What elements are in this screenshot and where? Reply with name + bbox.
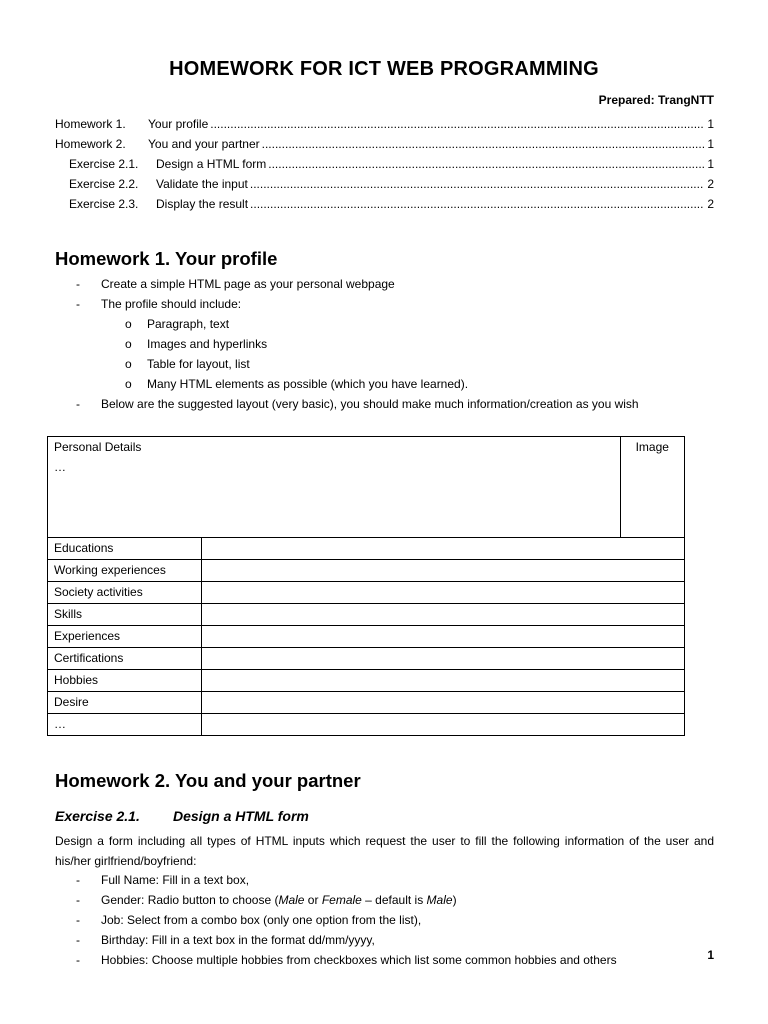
- toc-page: 2: [707, 197, 714, 211]
- dash-marker: -: [76, 277, 80, 291]
- list-item-text: – default is: [361, 893, 427, 907]
- option-text: Male: [426, 893, 453, 907]
- bullet-marker: o: [125, 317, 132, 331]
- list-item: [76, 930, 617, 950]
- option-text: Male: [278, 893, 305, 907]
- row-value: [202, 692, 685, 714]
- dash-marker: -: [76, 913, 80, 927]
- list-item-text: Below are the suggested layout (very basic), you should make much information/creation as you wish: [101, 397, 639, 411]
- table-row: [48, 714, 685, 736]
- row-value: [202, 560, 685, 582]
- row-value: [202, 604, 685, 626]
- profile-layout-table: [47, 436, 685, 736]
- option-text: Female: [321, 893, 362, 907]
- homework-2-list: [76, 870, 617, 970]
- list-item: [76, 910, 617, 930]
- table-row: [48, 648, 685, 670]
- toc-page: 1: [707, 117, 714, 131]
- list-item-text: Job: Select from a combo box (only one option from the list),: [101, 913, 422, 927]
- list-item: [76, 950, 617, 970]
- dash-marker: -: [76, 397, 80, 411]
- toc-number: Exercise 2.1.: [69, 157, 139, 171]
- row-value: [202, 670, 685, 692]
- list-item-text: Hobbies: Choose multiple hobbies from checkboxes which list some common hobbies and others: [101, 953, 617, 967]
- list-item-text: ): [452, 893, 457, 907]
- image-cell: [620, 437, 684, 538]
- list-item-text: Table for layout, list: [147, 357, 250, 371]
- dash-marker: -: [76, 297, 80, 311]
- toc-label: Validate the input: [156, 177, 248, 191]
- table-row: [48, 437, 685, 538]
- table-row: [48, 538, 685, 560]
- toc-leader: [262, 134, 704, 154]
- row-label: Hobbies: [48, 670, 202, 692]
- toc-leader: [250, 174, 704, 194]
- row-label: Certifications: [48, 648, 202, 670]
- list-item-text: Gender: Radio button to choose (: [101, 893, 279, 907]
- toc-entry[interactable]: [55, 114, 714, 134]
- page-number: 1: [707, 948, 714, 962]
- toc-leader: [250, 194, 704, 214]
- personal-details-label: Personal Details: [54, 440, 142, 454]
- sub-list-item: [76, 374, 639, 394]
- toc-entry[interactable]: [55, 134, 714, 154]
- table-row: [48, 670, 685, 692]
- row-value: [202, 714, 685, 736]
- table-row: [48, 626, 685, 648]
- list-item-text: Full Name: Fill in a text box,: [101, 873, 250, 887]
- dash-marker: -: [76, 893, 80, 907]
- row-label: Experiences: [48, 626, 202, 648]
- row-value: [202, 538, 685, 560]
- dash-marker: -: [76, 873, 80, 887]
- list-item: [76, 294, 639, 314]
- personal-details-cell: [48, 437, 621, 538]
- toc-number: Homework 1.: [55, 117, 126, 131]
- toc-page: 2: [707, 177, 714, 191]
- toc-leader: [268, 154, 704, 174]
- sub-list-item: [76, 314, 639, 334]
- exercise-number: Exercise 2.1.: [55, 808, 140, 824]
- bullet-marker: o: [125, 377, 132, 391]
- toc-label: You and your partner: [148, 137, 260, 151]
- list-item-text: Many HTML elements as possible (which you have learned).: [147, 377, 469, 391]
- list-item-text: Paragraph, text: [147, 317, 230, 331]
- list-item: [76, 274, 639, 294]
- toc-page: 1: [707, 137, 714, 151]
- bullet-marker: o: [125, 337, 132, 351]
- homework-2-heading: Homework 2. You and your partner: [55, 770, 361, 791]
- toc-entry[interactable]: [55, 174, 714, 194]
- list-item-text: or: [304, 893, 322, 907]
- toc-label: Your profile: [148, 117, 209, 131]
- dash-marker: -: [76, 933, 80, 947]
- toc-entry[interactable]: [55, 154, 714, 174]
- document-title: HOMEWORK FOR ICT WEB PROGRAMMING: [169, 58, 599, 80]
- list-item-text: Images and hyperlinks: [147, 337, 268, 351]
- toc-page: 1: [707, 157, 714, 171]
- list-item: [76, 394, 639, 414]
- table-row: [48, 692, 685, 714]
- dash-marker: -: [76, 953, 80, 967]
- row-value: [202, 648, 685, 670]
- prepared-by: Prepared: TrangNTT: [598, 93, 714, 107]
- list-item-text: Birthday: Fill in a text box in the format dd/mm/yyyy,: [101, 933, 375, 947]
- toc-label: Display the result: [156, 197, 249, 211]
- list-item-text: Create a simple HTML page as your personal webpage: [101, 277, 395, 291]
- toc-number: Homework 2.: [55, 137, 126, 151]
- exercise-intro: Design a form including all types of HTML inputs which request the user to fill the following information of the user and his/her girlfriend/boyfriend:: [55, 834, 714, 868]
- exercise-title: Design a HTML form: [173, 808, 309, 824]
- exercise-2-1-heading: [55, 808, 309, 824]
- row-label: Desire: [48, 692, 202, 714]
- toc-leader: [210, 114, 704, 134]
- homework-1-list: [76, 274, 639, 414]
- table-row: [48, 560, 685, 582]
- row-label: Educations: [48, 538, 202, 560]
- list-item: [76, 870, 617, 890]
- image-label: Image: [635, 440, 669, 454]
- table-row: [48, 604, 685, 626]
- bullet-marker: o: [125, 357, 132, 371]
- row-label: Working experiences: [48, 560, 202, 582]
- sub-list-item: [76, 354, 639, 374]
- toc-number: Exercise 2.2.: [69, 177, 139, 191]
- toc-label: Design a HTML form: [156, 157, 267, 171]
- sub-list-item: [76, 334, 639, 354]
- toc-entry[interactable]: [55, 194, 714, 214]
- row-label: Skills: [48, 604, 202, 626]
- row-label: Society activities: [48, 582, 202, 604]
- row-label: …: [48, 714, 202, 736]
- ellipsis-text: …: [54, 460, 66, 474]
- row-value: [202, 582, 685, 604]
- table-of-contents: [55, 114, 714, 214]
- toc-number: Exercise 2.3.: [69, 197, 139, 211]
- table-row: [48, 582, 685, 604]
- row-value: [202, 626, 685, 648]
- list-item-text: The profile should include:: [101, 297, 242, 311]
- list-item: [76, 890, 617, 910]
- homework-1-heading: Homework 1. Your profile: [55, 248, 278, 269]
